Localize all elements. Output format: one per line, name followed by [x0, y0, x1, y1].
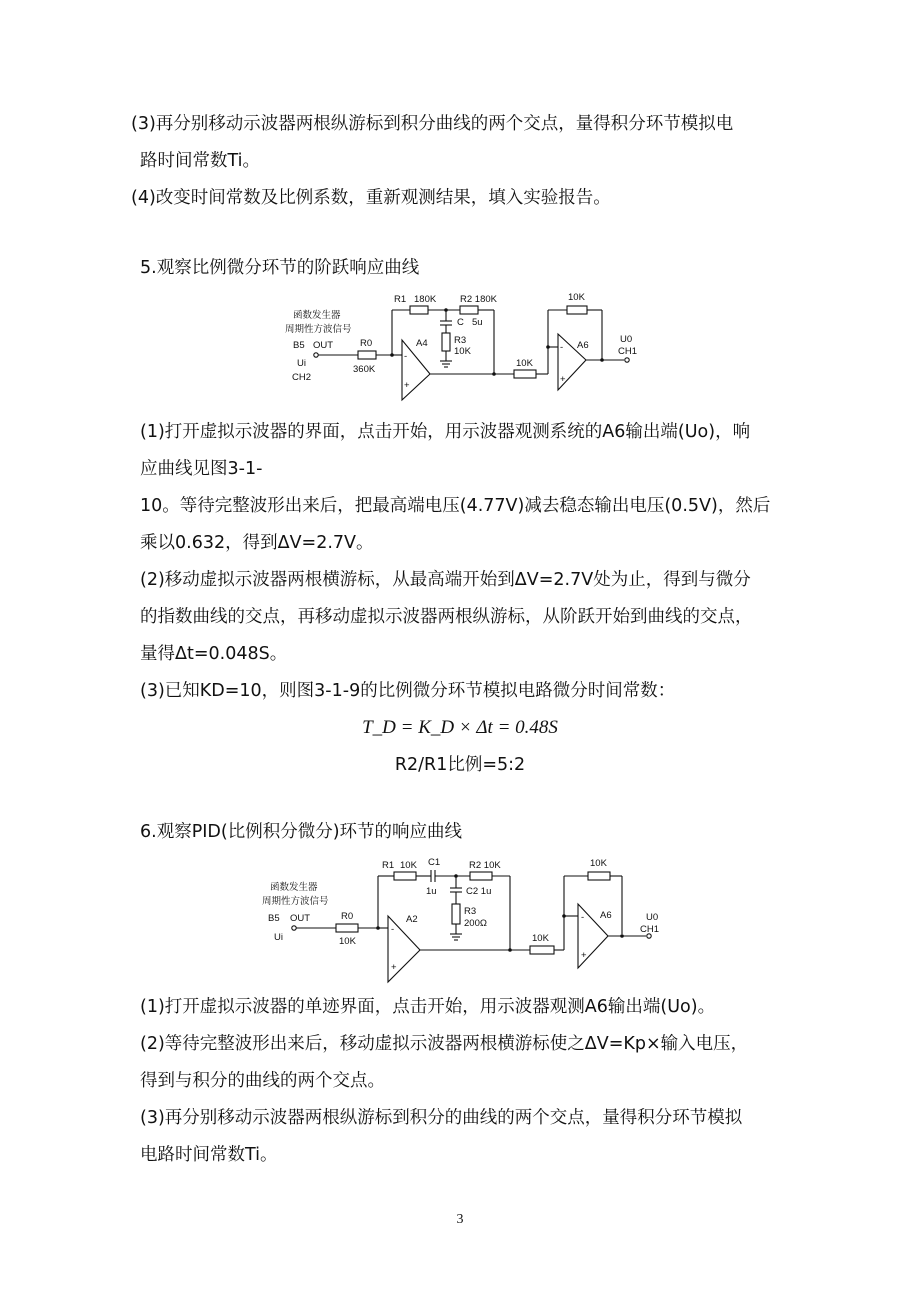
c2-c2-label: C2 1u: [466, 886, 492, 897]
c2-r0-value: 10K: [339, 936, 356, 947]
c1-gen-line1: 函数发生器: [293, 310, 341, 321]
c2-r3-resistor: [452, 904, 460, 924]
c1-r0-resistor: [358, 351, 376, 359]
c1-rfb-resistor: [567, 306, 587, 314]
s5-step2-line3: 量得Δt=0.048S。: [140, 644, 288, 664]
c2-r0-label: R0: [341, 911, 354, 922]
c1-r0-value: 360K: [353, 364, 376, 375]
c2-uo-label: U0: [646, 912, 659, 923]
c2-b5-label: B5: [268, 913, 280, 924]
ratio-line: R2/R1比例=5:2: [394, 755, 526, 775]
c1-r3-label: R3: [454, 335, 467, 346]
s6-step3-line1: (3)再分别移动示波器两根纵游标到积分的曲线的两个交点，量得积分环节模拟: [140, 1108, 743, 1128]
c2-ch1-label: CH1: [640, 924, 660, 935]
c1-ui-label: Ui: [297, 358, 306, 369]
c2-r3-value: 200Ω: [464, 918, 487, 929]
s5-step1-line2: 应曲线见图3-1-: [140, 459, 263, 479]
c2-c1-value: 1u: [426, 886, 437, 897]
s6-step1-line: (1)打开虚拟示波器的单迹界面，点击开始，用示波器观测A6输出端(Uo)。: [140, 997, 716, 1017]
c1-a4-minus: -: [404, 351, 408, 362]
c2-c1-label: C1: [428, 857, 441, 868]
c1-r2-label: R2 180K: [460, 294, 497, 305]
s5-step3-line: (3)已知KD=10，则图3-1-9的比例微分环节模拟电路微分时间常数：: [140, 681, 676, 701]
s5-step2-line1: (2)移动虚拟示波器两根横游标，从最高端开始到ΔV=2.7V处为止，得到与微分: [140, 570, 751, 590]
c1-a4-label: A4: [416, 338, 428, 349]
s6-step2-line1: (2)等待完整波形出来后，移动虚拟示波器两根横游标使之ΔV=Kp×输入电压，: [140, 1034, 749, 1054]
c2-rfb-value: 10K: [590, 858, 607, 869]
c1-input-terminal: [314, 353, 318, 357]
c2-rmid-value: 10K: [532, 933, 549, 944]
c1-a6-label: A6: [577, 340, 589, 351]
c2-a6-minus: -: [581, 912, 585, 923]
c2-input-terminal: [292, 926, 296, 930]
c2-r1-resistor: [394, 872, 416, 880]
c2-r1-label: R1: [382, 860, 395, 871]
c2-a6-label: A6: [600, 910, 612, 921]
formula-td: T_D = K_D × Δt = 0.48S: [362, 717, 558, 738]
c2-ui-label: Ui: [274, 932, 283, 943]
section5-heading: 5.观察比例微分环节的阶跃响应曲线: [140, 258, 420, 278]
c2-r0-resistor: [336, 924, 358, 932]
s5-step1-line4: 乘以0.632，得到ΔV=2.7V。: [140, 533, 374, 553]
c1-ch1-label: CH1: [618, 346, 638, 357]
c2-out-label: OUT: [290, 913, 311, 924]
c2-r1-value: 10K: [400, 860, 417, 871]
c2-a2-minus: -: [391, 924, 395, 935]
step3-line2: 路时间常数Ti。: [140, 151, 261, 171]
page-number: 3: [456, 1212, 464, 1227]
c1-r0-label: R0: [360, 338, 373, 349]
c1-r1-resistor: [410, 306, 428, 314]
c1-rfb-value: 10K: [568, 292, 585, 303]
step3-line1: (3)再分别移动示波器两根纵游标到积分曲线的两个交点，量得积分环节模拟电: [131, 114, 734, 134]
c1-r3-value: 10K: [454, 346, 471, 357]
c1-opamp-a4: [402, 340, 430, 400]
c1-uo-label: U0: [620, 334, 633, 345]
c2-r3-label: R3: [464, 906, 477, 917]
c1-gen-line2: 周期性方波信号: [285, 324, 352, 335]
c1-r1-label: R1: [394, 294, 407, 305]
c1-out-label: OUT: [313, 340, 334, 351]
c2-gen-line2: 周期性方波信号: [262, 896, 329, 907]
c2-a6-plus: +: [581, 950, 587, 961]
c1-a6-plus: +: [560, 374, 566, 385]
section6-heading: 6.观察PID(比例积分微分)环节的响应曲线: [140, 822, 463, 842]
s5-step2-line2: 的指数曲线的交点，再移动虚拟示波器两根纵游标，从阶跃开始到曲线的交点，: [140, 607, 753, 627]
circuit-diagram-2: [260, 854, 680, 988]
c1-r1-value: 180K: [414, 294, 437, 305]
c2-gen-line1: 函数发生器: [270, 882, 318, 893]
c1-a6-minus: -: [560, 342, 564, 353]
c1-rmid-resistor: [514, 370, 536, 378]
circuit-diagram-1: [280, 288, 640, 406]
c2-r2-label: R2 10K: [469, 860, 501, 871]
c1-a4-plus: +: [404, 380, 410, 391]
c1-ch2-label: CH2: [292, 372, 312, 383]
c2-a2-plus: +: [391, 962, 397, 973]
c2-r2-resistor: [470, 872, 492, 880]
c2-rfb-resistor: [588, 872, 610, 880]
c1-r2-resistor: [460, 306, 478, 314]
s6-step2-line2: 得到与积分的曲线的两个交点。: [140, 1071, 385, 1091]
c1-rmid-value: 10K: [516, 358, 533, 369]
s5-step1-line3: 10。等待完整波形出来后，把最高端电压(4.77V)减去稳态输出电压(0.5V)，然后: [140, 496, 771, 516]
c1-output-terminal: [625, 358, 629, 362]
s5-step1-line1: (1)打开虚拟示波器的界面，点击开始，用示波器观测系统的A6输出端(Uo)，响: [140, 422, 751, 442]
c2-a2-label: A2: [406, 914, 418, 925]
step4-line: (4)改变时间常数及比例系数，重新观测结果，填入实验报告。: [131, 188, 611, 208]
c2-rmid-resistor: [530, 946, 554, 954]
s6-step3-line2: 电路时间常数Ti。: [140, 1145, 278, 1165]
c1-b5-label: B5: [293, 340, 305, 351]
c1-c-label: C: [457, 317, 464, 328]
c1-c-value: 5u: [472, 317, 483, 328]
c1-r3-resistor: [442, 333, 450, 351]
